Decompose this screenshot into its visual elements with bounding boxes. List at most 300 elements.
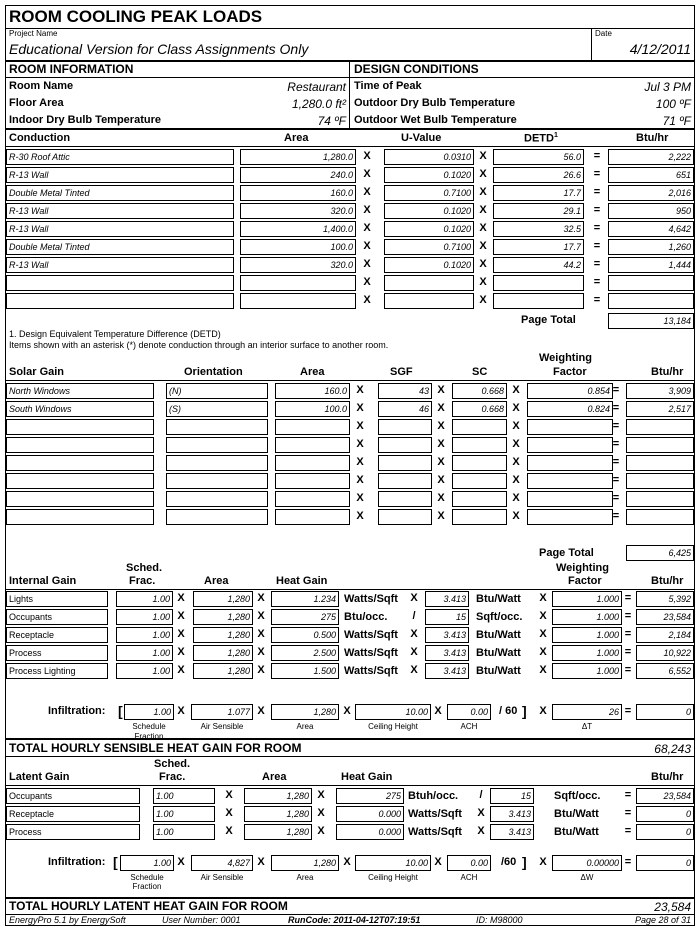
internal-btu-header: Btu/hr — [651, 575, 684, 587]
room-info-header: ROOM INFORMATION — [9, 62, 134, 76]
internal-btu-cell: 6,552 — [636, 663, 694, 679]
solar-btu-cell: 2,517 — [626, 401, 694, 417]
conduction-detd-header: DETD$^1$ — [524, 132, 558, 145]
caption-area: Area — [296, 873, 314, 882]
solar-orientation-cell — [166, 455, 268, 471]
internal-unit: Btu/Watt — [476, 629, 521, 641]
internal-wf-header-1: Weighting — [556, 562, 609, 574]
conduction-name-cell: Double Metal Tinted — [6, 239, 234, 255]
times-sign: X — [363, 186, 371, 198]
internal-wf-cell: 1.000 — [552, 591, 622, 607]
conduction-area-cell: 160.0 — [240, 185, 356, 201]
solar-wf-cell: 0.824 — [527, 401, 613, 417]
internal-conv-cell: 3.413 — [425, 591, 469, 607]
infil-ach-cell: 0.00 — [447, 704, 491, 720]
solar-wf-cell — [527, 437, 613, 453]
infil-ceil-cell: 10.00 — [355, 704, 431, 720]
caption-ach: ACH — [460, 722, 478, 731]
solar-btu-cell — [626, 437, 694, 453]
internal-name-cell: Lights — [6, 591, 108, 607]
caption-fraction: Fraction — [132, 882, 162, 891]
times-sign: X — [512, 492, 520, 504]
infiltration-label: Infiltration: — [48, 856, 106, 868]
caption-area: Area — [296, 722, 314, 731]
times-sign: X — [317, 825, 325, 837]
caption-air: Air Sensible — [200, 873, 244, 882]
times-sign: X — [363, 168, 371, 180]
report-page — [5, 5, 695, 926]
conduction-name-cell: R-30 Roof Attic — [6, 149, 234, 165]
times-sign: X — [257, 856, 265, 868]
times-sign: X — [177, 646, 185, 658]
latent-name-cell: Receptacle — [6, 806, 140, 822]
infil-btu-cell: 0 — [636, 855, 694, 871]
solar-orientation-cell — [166, 473, 268, 489]
times-sign: X — [356, 510, 364, 522]
conduction-page-total: 13,184 — [608, 313, 694, 329]
room-info-label: Indoor Dry Bulb Temperature — [9, 114, 161, 126]
times-sign: X — [363, 276, 371, 288]
times-sign: X — [437, 474, 445, 486]
infil-btu-cell: 0 — [636, 704, 694, 720]
caption-ceiling: Ceiling Height — [368, 722, 418, 731]
times-sign: X — [356, 384, 364, 396]
solar-name-cell — [6, 491, 154, 507]
conduction-detd-cell — [493, 293, 584, 309]
equals-sign: = — [624, 628, 632, 640]
solar-sgf-cell — [378, 509, 432, 525]
design-conditions-header: DESIGN CONDITIONS — [354, 62, 479, 76]
conduction-btu-cell — [608, 275, 694, 291]
conduction-u-cell: 0.0310 — [384, 149, 474, 165]
conduction-detd-cell: 32.5 — [493, 221, 584, 237]
solar-wf-cell: 0.854 — [527, 383, 613, 399]
solar-area-cell — [275, 419, 350, 435]
times-sign: X — [539, 610, 547, 622]
internal-gain-header: Internal Gain — [9, 575, 77, 587]
latent-heat-cell: 275 — [336, 788, 404, 804]
internal-wf-cell: 1.000 — [552, 645, 622, 661]
infil-ach-cell: 0.00 — [447, 855, 491, 871]
internal-area-cell: 1,280 — [193, 663, 253, 679]
times-sign: X — [356, 438, 364, 450]
latent-name-cell: Occupants — [6, 788, 140, 804]
solar-btu-cell — [626, 491, 694, 507]
solar-wf-header-1: Weighting — [539, 352, 592, 364]
equals-sign: = — [624, 705, 632, 717]
equals-sign: = — [624, 664, 632, 676]
solar-name-cell — [6, 509, 154, 525]
internal-btu-cell: 5,392 — [636, 591, 694, 607]
conduction-u-cell: 0.7100 — [384, 185, 474, 201]
latent-unit: Btuh/occ. — [408, 790, 459, 802]
equals-sign: = — [612, 384, 620, 396]
equals-sign: = — [593, 294, 601, 306]
operator-sign: X — [410, 592, 418, 604]
conduction-btu-cell: 651 — [608, 167, 694, 183]
caption-air: Air Sensible — [200, 722, 244, 731]
caption-schedule: Schedule — [132, 722, 166, 731]
latent-unit: Btu/Watt — [554, 826, 599, 838]
solar-btu-cell — [626, 419, 694, 435]
latent-area-cell: 1,280 — [244, 788, 312, 804]
solar-name-cell — [6, 473, 154, 489]
asterisk-note: Items shown with an asterisk (*) denote conduction through an interior surface to another room. — [9, 340, 389, 350]
solar-sc-cell — [452, 437, 507, 453]
conduction-area-cell: 100.0 — [240, 239, 356, 255]
conduction-detd-cell: 56.0 — [493, 149, 584, 165]
times-sign: X — [539, 705, 547, 717]
equals-sign: = — [612, 402, 620, 414]
solar-area-cell — [275, 509, 350, 525]
times-sign: X — [225, 825, 233, 837]
equals-sign: = — [612, 474, 620, 486]
internal-heat-cell: 1.500 — [271, 663, 339, 679]
equals-sign: = — [593, 204, 601, 216]
times-sign: X — [356, 456, 364, 468]
conduction-name-cell: R-13 Wall — [6, 203, 234, 219]
equals-sign: = — [612, 438, 620, 450]
solar-wf-header-2: Factor — [553, 366, 587, 378]
room-info-value: 1,280.0 ft² — [291, 97, 346, 111]
bracket-open: [ — [113, 854, 118, 870]
room-info-value: Restaurant — [287, 80, 346, 94]
times-sign: X — [363, 258, 371, 270]
infil-dw-cell: 0.00000 — [552, 855, 622, 871]
times-sign: X — [479, 240, 487, 252]
conduction-btu-header: Btu/hr — [636, 132, 669, 144]
solar-btu-cell — [626, 509, 694, 525]
latent-heat-cell: 0.000 — [336, 824, 404, 840]
times-sign: X — [479, 258, 487, 270]
solar-wf-cell — [527, 491, 613, 507]
internal-frac-header: Frac. — [129, 575, 156, 587]
internal-area-cell: 1,280 — [193, 591, 253, 607]
times-sign: X — [539, 646, 547, 658]
equals-sign: = — [624, 592, 632, 604]
equals-sign: = — [624, 825, 632, 837]
internal-area-cell: 1,280 — [193, 627, 253, 643]
conduction-u-header: U-Value — [401, 132, 442, 144]
times-sign: X — [479, 294, 487, 306]
times-sign: X — [539, 592, 547, 604]
solar-sgf-cell: 46 — [378, 401, 432, 417]
conduction-area-cell: 320.0 — [240, 203, 356, 219]
internal-name-cell: Receptacle — [6, 627, 108, 643]
operator-sign: X — [477, 825, 485, 837]
conduction-btu-cell — [608, 293, 694, 309]
times-sign: X — [512, 384, 520, 396]
times-sign: X — [257, 705, 265, 717]
times-sign: X — [512, 456, 520, 468]
solar-btu-cell: 3,909 — [626, 383, 694, 399]
design-value: 71 ºF — [662, 114, 691, 128]
solar-area-header: Area — [300, 366, 325, 378]
project-label: Project Name — [9, 29, 58, 38]
conduction-page-total-label: Page Total — [521, 314, 576, 326]
times-sign: X — [479, 186, 487, 198]
solar-sc-cell — [452, 491, 507, 507]
latent-total-value: 23,584 — [654, 900, 691, 914]
conduction-btu-cell: 4,642 — [608, 221, 694, 237]
times-sign: X — [257, 628, 265, 640]
internal-frac-cell: 1.00 — [116, 591, 173, 607]
times-sign: X — [363, 240, 371, 252]
internal-frac-cell: 1.00 — [116, 627, 173, 643]
solar-area-cell — [275, 473, 350, 489]
infil-air-cell: 1.077 — [191, 704, 253, 720]
equals-sign: = — [612, 492, 620, 504]
solar-name-cell — [6, 419, 154, 435]
times-sign: X — [539, 664, 547, 676]
conduction-detd-cell: 44.2 — [493, 257, 584, 273]
equals-sign: = — [593, 186, 601, 198]
room-info-value: 74 ºF — [317, 114, 346, 128]
latent-unit: Watts/Sqft — [408, 826, 462, 838]
solar-sgf-cell — [378, 473, 432, 489]
times-sign: X — [479, 150, 487, 162]
times-sign: X — [479, 204, 487, 216]
times-sign: X — [437, 510, 445, 522]
solar-sgf-cell — [378, 491, 432, 507]
internal-unit: Watts/Sqft — [344, 629, 398, 641]
conduction-name-cell: R-13 Wall — [6, 221, 234, 237]
infil-ceil-cell: 10.00 — [355, 855, 431, 871]
times-sign: X — [343, 705, 351, 717]
solar-orientation-cell: (N) — [166, 383, 268, 399]
infil-frac-cell: 1.00 — [120, 855, 174, 871]
equals-sign: = — [593, 258, 601, 270]
internal-conv-cell: 3.413 — [425, 645, 469, 661]
conduction-btu-cell: 2,222 — [608, 149, 694, 165]
conduction-name-cell: Double Metal Tinted — [6, 185, 234, 201]
times-sign: X — [437, 384, 445, 396]
solar-sgf-cell — [378, 455, 432, 471]
solar-sc-header: SC — [472, 366, 488, 378]
solar-area-cell — [275, 437, 350, 453]
latent-unit: Watts/Sqft — [408, 808, 462, 820]
caption-delta-t: ΔT — [581, 722, 593, 731]
latent-btu-cell: 0 — [636, 824, 694, 840]
latent-heat-cell: 0.000 — [336, 806, 404, 822]
conduction-name-cell: R-13 Wall — [6, 257, 234, 273]
footer-page: Page 28 of 31 — [634, 915, 691, 925]
times-sign: X — [363, 204, 371, 216]
latent-frac-header: Frac. — [159, 771, 186, 783]
sensible-total-value: 68,243 — [654, 742, 691, 756]
conduction-u-cell: 0.1020 — [384, 221, 474, 237]
times-sign: X — [437, 438, 445, 450]
solar-orientation-cell: (S) — [166, 401, 268, 417]
infil-air-cell: 4,827 — [191, 855, 253, 871]
latent-conv-cell: 3.413 — [490, 824, 534, 840]
solar-name-cell — [6, 437, 154, 453]
internal-unit: Btu/occ. — [344, 611, 388, 623]
caption-fraction: Fraction — [134, 732, 164, 741]
times-sign: X — [539, 628, 547, 640]
internal-wf-cell: 1.000 — [552, 627, 622, 643]
times-sign: X — [257, 664, 265, 676]
bracket-close: ] — [522, 854, 527, 870]
latent-gain-header: Latent Gain — [9, 771, 70, 783]
solar-sgf-cell — [378, 437, 432, 453]
latent-conv-cell: 3.413 — [490, 806, 534, 822]
solar-area-cell: 160.0 — [275, 383, 350, 399]
times-sign: X — [512, 402, 520, 414]
solar-wf-cell — [527, 419, 613, 435]
internal-frac-cell: 1.00 — [116, 609, 173, 625]
solar-name-cell: South Windows — [6, 401, 154, 417]
times-sign: X — [363, 222, 371, 234]
latent-conv-cell: 15 — [490, 788, 534, 804]
solar-page-total-label: Page Total — [539, 547, 594, 559]
times-sign: X — [177, 664, 185, 676]
times-sign: X — [512, 438, 520, 450]
equals-sign: = — [612, 456, 620, 468]
equals-sign: = — [593, 276, 601, 288]
solar-btu-header: Btu/hr — [651, 366, 684, 378]
conduction-name-cell — [6, 293, 234, 309]
internal-unit: Watts/Sqft — [344, 647, 398, 659]
internal-heat-header: Heat Gain — [276, 575, 328, 587]
conduction-area-header: Area — [284, 132, 309, 144]
solar-area-cell — [275, 491, 350, 507]
internal-unit: Btu/Watt — [476, 665, 521, 677]
solar-sc-cell — [452, 509, 507, 525]
internal-frac-cell: 1.00 — [116, 645, 173, 661]
solar-page-total: 6,425 — [626, 545, 694, 561]
project-name: Educational Version for Class Assignments Only — [9, 41, 309, 57]
times-sign: X — [225, 807, 233, 819]
design-label: Outdoor Wet Bulb Temperature — [354, 114, 517, 126]
latent-btu-cell: 0 — [636, 806, 694, 822]
conduction-btu-cell: 1,260 — [608, 239, 694, 255]
times-sign: X — [177, 592, 185, 604]
date-label: Date — [595, 29, 612, 38]
latent-area-cell: 1,280 — [244, 806, 312, 822]
solar-orientation-cell — [166, 419, 268, 435]
footer-user: User Number: 0001 — [162, 915, 241, 925]
times-sign: X — [225, 789, 233, 801]
solar-sc-cell — [452, 419, 507, 435]
times-sign: X — [437, 492, 445, 504]
times-sign: X — [356, 420, 364, 432]
solar-area-cell: 100.0 — [275, 401, 350, 417]
internal-frac-cell: 1.00 — [116, 663, 173, 679]
times-sign: X — [257, 592, 265, 604]
times-sign: X — [434, 856, 442, 868]
internal-btu-cell: 2,184 — [636, 627, 694, 643]
operator-sign: X — [410, 628, 418, 640]
internal-btu-cell: 23,584 — [636, 609, 694, 625]
conduction-area-cell: 240.0 — [240, 167, 356, 183]
room-info-label: Floor Area — [9, 97, 64, 109]
times-sign: X — [512, 474, 520, 486]
solar-orientation-header: Orientation — [184, 366, 243, 378]
solar-orientation-cell — [166, 491, 268, 507]
internal-heat-cell: 1.234 — [271, 591, 339, 607]
times-sign: X — [512, 510, 520, 522]
room-info-label: Room Name — [9, 80, 74, 92]
solar-sc-cell — [452, 455, 507, 471]
caption-delta-w: ΔW — [580, 873, 594, 882]
latent-heat-header: Heat Gain — [341, 771, 393, 783]
conduction-btu-cell: 950 — [608, 203, 694, 219]
times-sign: X — [434, 705, 442, 717]
internal-unit: Watts/Sqft — [344, 593, 398, 605]
conduction-detd-cell: 26.6 — [493, 167, 584, 183]
design-label: Outdoor Dry Bulb Temperature — [354, 97, 516, 109]
infil-area-cell: 1,280 — [271, 704, 339, 720]
conduction-detd-cell — [493, 275, 584, 291]
equals-sign: = — [612, 510, 620, 522]
times-sign: X — [356, 474, 364, 486]
solar-sgf-header: SGF — [390, 366, 413, 378]
latent-sched-header: Sched. — [154, 758, 191, 770]
internal-unit: Watts/Sqft — [344, 665, 398, 677]
internal-unit: Btu/Watt — [476, 647, 521, 659]
conduction-area-cell: 320.0 — [240, 257, 356, 273]
internal-name-cell: Occupants — [6, 609, 108, 625]
infiltration-label: Infiltration: — [48, 705, 106, 717]
internal-name-cell: Process — [6, 645, 108, 661]
conduction-area-cell — [240, 293, 356, 309]
divide-sixty: / 60 — [499, 705, 518, 717]
solar-header: Solar Gain — [9, 366, 65, 378]
times-sign: X — [356, 492, 364, 504]
internal-area-cell: 1,280 — [193, 645, 253, 661]
times-sign: X — [363, 294, 371, 306]
latent-area-header: Area — [262, 771, 287, 783]
solar-btu-cell — [626, 473, 694, 489]
infil-frac-cell: 1.00 — [124, 704, 174, 720]
internal-heat-cell: 275 — [271, 609, 339, 625]
divide-sixty: /60 — [501, 856, 517, 868]
times-sign: X — [479, 168, 487, 180]
operator-sign: X — [410, 646, 418, 658]
conduction-u-cell: 0.1020 — [384, 257, 474, 273]
design-value: Jul 3 PM — [644, 80, 691, 94]
solar-area-cell — [275, 455, 350, 471]
internal-conv-cell: 15 — [425, 609, 469, 625]
times-sign: X — [177, 628, 185, 640]
operator-sign: / — [479, 789, 483, 801]
design-value: 100 ºF — [655, 97, 691, 111]
times-sign: X — [343, 856, 351, 868]
latent-unit: Sqft/occ. — [554, 790, 601, 802]
latent-frac-cell: 1.00 — [153, 806, 215, 822]
solar-sc-cell: 0.668 — [452, 401, 507, 417]
footer-runcode: RunCode: 2011-04-12T07:19:51 — [288, 915, 421, 925]
solar-wf-cell — [527, 473, 613, 489]
times-sign: X — [317, 789, 325, 801]
detd-footnote: 1. Design Equivalent Temperature Difference (DETD) — [9, 329, 221, 339]
conduction-area-cell — [240, 275, 356, 291]
conduction-btu-cell: 2,016 — [608, 185, 694, 201]
solar-wf-cell — [527, 455, 613, 471]
conduction-btu-cell: 1,444 — [608, 257, 694, 273]
times-sign: X — [257, 646, 265, 658]
times-sign: X — [177, 610, 185, 622]
footer-software: EnergyPro 5.1 by EnergySoft — [9, 915, 126, 925]
latent-btu-header: Btu/hr — [651, 771, 684, 783]
times-sign: X — [437, 420, 445, 432]
latent-name-cell: Process — [6, 824, 140, 840]
sensible-total-label: TOTAL HOURLY SENSIBLE HEAT GAIN FOR ROOM — [9, 741, 302, 755]
latent-btu-cell: 23,584 — [636, 788, 694, 804]
internal-wf-header-2: Factor — [568, 575, 602, 587]
infil-dt-cell: 26 — [552, 704, 622, 720]
